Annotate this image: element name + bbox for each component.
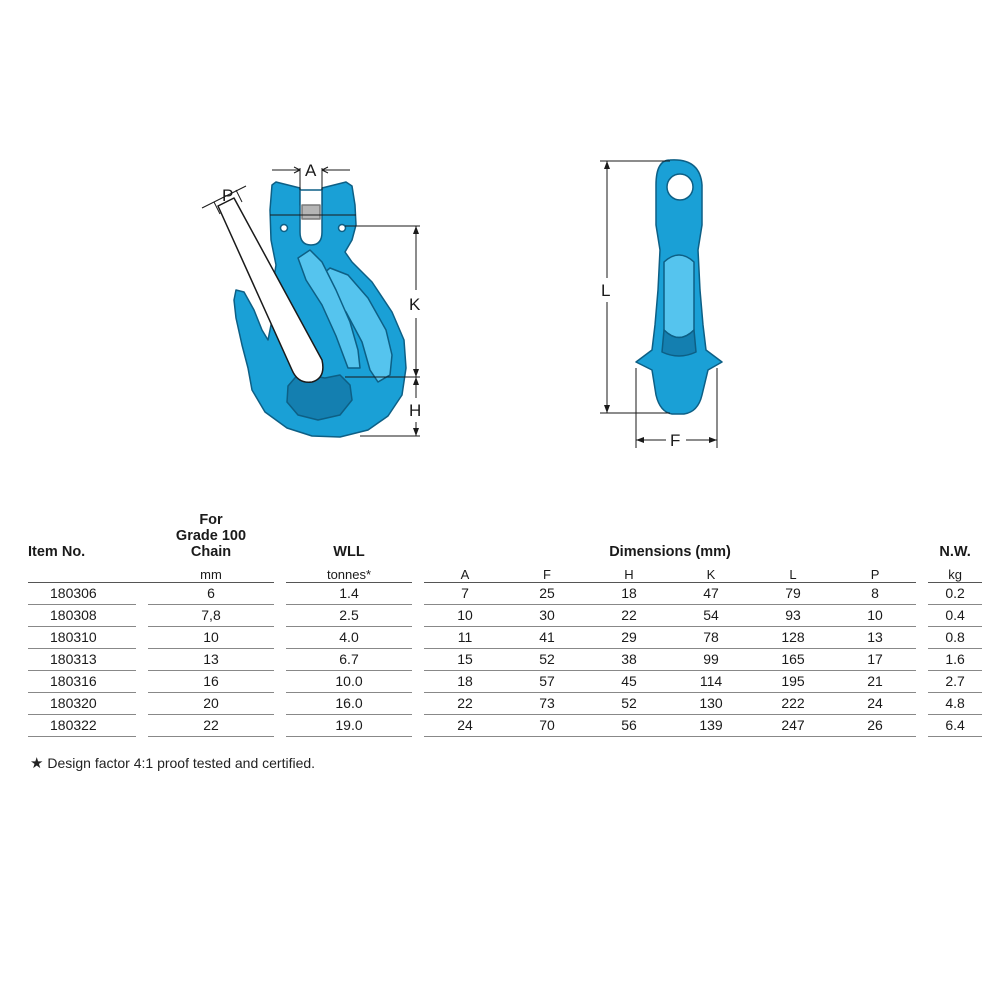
unit-k: K	[670, 562, 752, 583]
cell-wll: 19.0	[286, 715, 412, 737]
cell-f: 57	[506, 671, 588, 693]
table-row	[28, 605, 982, 627]
cell-chain: 6	[148, 583, 274, 605]
dim-label-a: A	[305, 161, 317, 180]
cell-k: 99	[670, 649, 752, 671]
cell-h: 18	[588, 583, 670, 605]
cell-k: 114	[670, 671, 752, 693]
star-icon: ★	[30, 755, 44, 772]
cell-h: 45	[588, 671, 670, 693]
cell-wll: 10.0	[286, 671, 412, 693]
cell-p: 8	[834, 583, 916, 605]
cell-l: 93	[752, 605, 834, 627]
cell-chain: 13	[148, 649, 274, 671]
cell-nw: 0.4	[928, 605, 982, 627]
cell-p: 26	[834, 715, 916, 737]
cell-nw: 0.2	[928, 583, 982, 605]
table-row	[28, 693, 982, 715]
cell-nw: 0.8	[928, 627, 982, 649]
cell-f: 30	[506, 605, 588, 627]
header-chain: For Grade 100 Chain	[175, 512, 247, 560]
cell-item: 180322	[28, 715, 136, 737]
cell-f: 41	[506, 627, 588, 649]
cell-l: 222	[752, 693, 834, 715]
cell-p: 21	[834, 671, 916, 693]
cell-h: 29	[588, 627, 670, 649]
cell-wll: 1.4	[286, 583, 412, 605]
cell-l: 195	[752, 671, 834, 693]
cell-f: 52	[506, 649, 588, 671]
footnote-text: Design factor 4:1 proof tested and certified.	[47, 755, 316, 771]
cell-p: 24	[834, 693, 916, 715]
footnote	[30, 754, 315, 772]
header-row	[28, 512, 982, 562]
cell-chain: 20	[148, 693, 274, 715]
table-row	[28, 583, 982, 605]
cell-nw: 6.4	[928, 715, 982, 737]
dim-label-k: K	[409, 295, 421, 314]
cell-h: 56	[588, 715, 670, 737]
cell-item: 180310	[28, 627, 136, 649]
cell-a: 18	[424, 671, 506, 693]
cell-k: 78	[670, 627, 752, 649]
dim-label-l: L	[601, 281, 611, 300]
hook-pin	[302, 205, 320, 219]
cell-item: 180316	[28, 671, 136, 693]
cell-h: 52	[588, 693, 670, 715]
cell-l: 165	[752, 649, 834, 671]
dim-label-f: F	[670, 431, 681, 450]
header-nw: N.W.	[939, 544, 971, 560]
cell-f: 73	[506, 693, 588, 715]
table-row	[28, 715, 982, 737]
cell-wll: 2.5	[286, 605, 412, 627]
cell-chain: 7,8	[148, 605, 274, 627]
cell-nw: 2.7	[928, 671, 982, 693]
cell-wll: 4.0	[286, 627, 412, 649]
cell-nw: 1.6	[928, 649, 982, 671]
cell-a: 11	[424, 627, 506, 649]
cell-l: 247	[752, 715, 834, 737]
cell-item: 180320	[28, 693, 136, 715]
spec-table-body	[28, 583, 982, 737]
cell-l: 79	[752, 583, 834, 605]
cell-l: 128	[752, 627, 834, 649]
dim-label-h: H	[409, 401, 422, 420]
unit-l: L	[752, 562, 834, 583]
hook-side-view	[636, 160, 722, 414]
cell-chain: 22	[148, 715, 274, 737]
hook-front-view	[218, 182, 406, 437]
cell-chain: 16	[148, 671, 274, 693]
cell-f: 70	[506, 715, 588, 737]
unit-h: H	[588, 562, 670, 583]
cell-h: 22	[588, 605, 670, 627]
cell-nw: 4.8	[928, 693, 982, 715]
cell-h: 38	[588, 649, 670, 671]
side-eye-hole	[667, 174, 693, 200]
cell-a: 15	[424, 649, 506, 671]
cell-item: 180308	[28, 605, 136, 627]
cell-k: 47	[670, 583, 752, 605]
spec-table	[28, 512, 982, 737]
cell-wll: 6.7	[286, 649, 412, 671]
dim-label-p: P	[222, 186, 234, 205]
cell-wll: 16.0	[286, 693, 412, 715]
cell-f: 25	[506, 583, 588, 605]
table-row	[28, 627, 982, 649]
unit-nw: kg	[928, 562, 982, 583]
cell-chain: 10	[148, 627, 274, 649]
cell-k: 54	[670, 605, 752, 627]
cell-item: 180306	[28, 583, 136, 605]
units-row	[28, 562, 982, 583]
cell-a: 7	[424, 583, 506, 605]
side-ridge	[664, 255, 694, 338]
cell-a: 22	[424, 693, 506, 715]
hook-hole-left	[281, 225, 288, 232]
cell-k: 139	[670, 715, 752, 737]
cell-p: 13	[834, 627, 916, 649]
unit-wll: tonnes*	[286, 562, 412, 583]
cell-item: 180313	[28, 649, 136, 671]
hook-hole-right	[339, 225, 346, 232]
cell-a: 10	[424, 605, 506, 627]
unit-chain: mm	[148, 562, 274, 583]
hook-throat	[287, 372, 352, 420]
unit-a: A	[424, 562, 506, 583]
cell-a: 24	[424, 715, 506, 737]
unit-p: P	[834, 562, 916, 583]
header-wll: WLL	[333, 544, 365, 560]
cell-k: 130	[670, 693, 752, 715]
cell-p: 10	[834, 605, 916, 627]
table-row	[28, 649, 982, 671]
unit-f: F	[506, 562, 588, 583]
header-dimensions: Dimensions (mm)	[609, 544, 731, 560]
cell-p: 17	[834, 649, 916, 671]
header-item: Item No.	[28, 544, 86, 560]
table-row	[28, 671, 982, 693]
